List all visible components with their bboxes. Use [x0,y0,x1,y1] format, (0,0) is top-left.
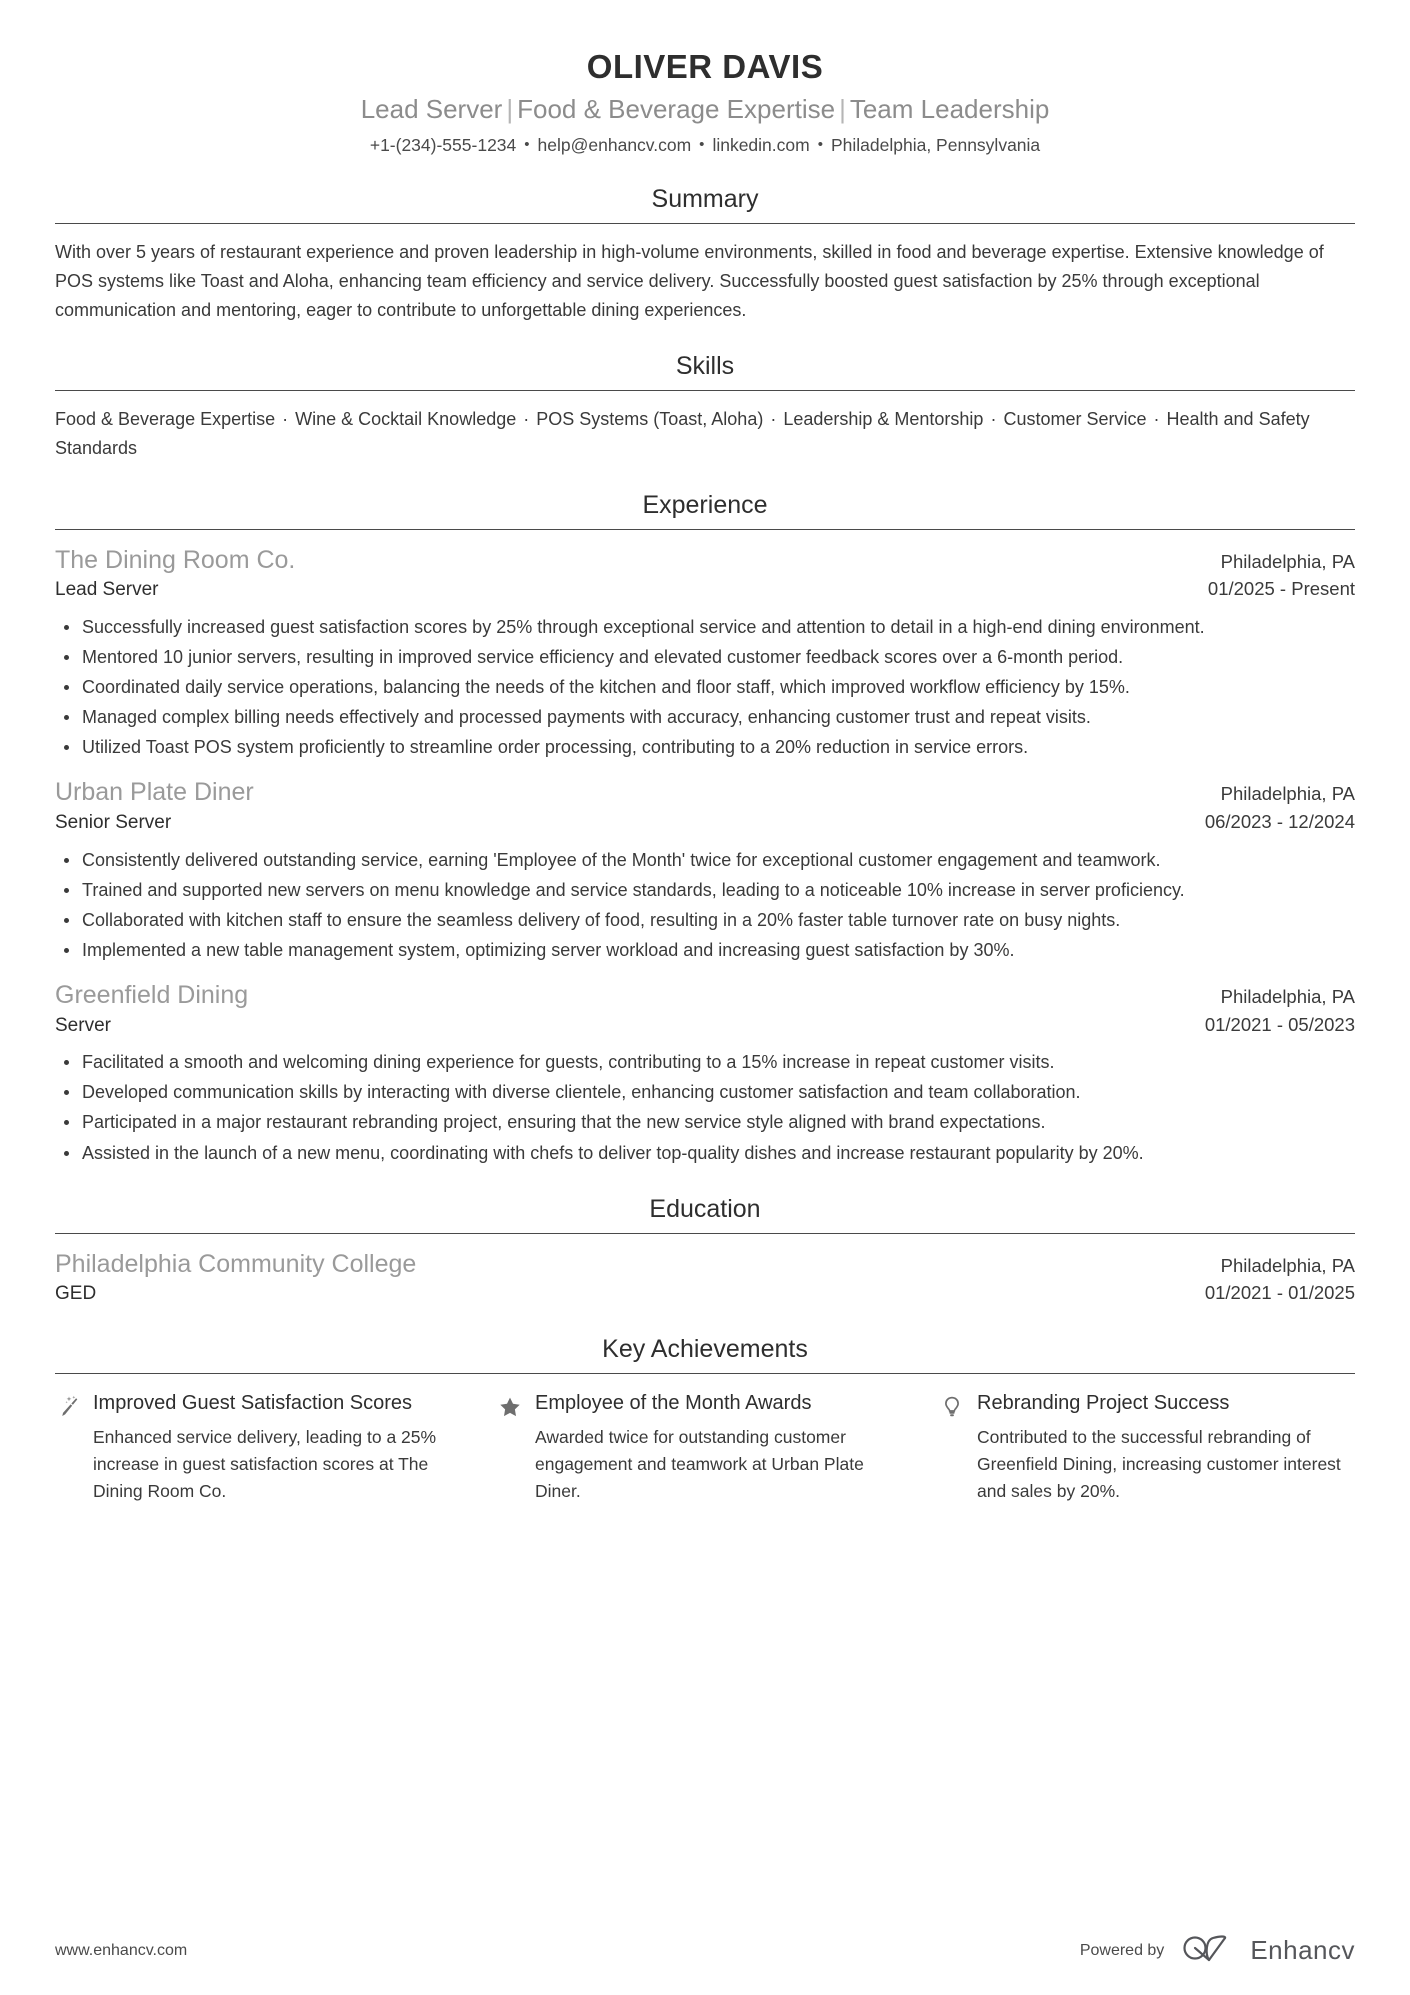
enhancv-brand-name: Enhancv [1250,1935,1355,1965]
contact-email[interactable]: help@enhancv.com [537,135,692,156]
skill-item: Customer Service [1003,409,1147,430]
entry-header-row [55,1248,1355,1281]
candidate-headline [55,92,1355,127]
experience-entry [55,979,1355,1168]
entry-bullet: Facilitated a smooth and welcoming dining experience for guests, contributing to a 15% increase in repeat customer visits. [55,1048,1355,1077]
section-summary [55,184,1355,325]
entry-bullet-list [55,846,1355,966]
achievement-list [55,1374,1355,1505]
experience-entry [55,1248,1355,1308]
achievement-description: Contributed to the successful rebranding of Greenfield Dining, increasing customer interest and sales by 20%. [977,1426,1341,1502]
contact-separator: • [524,136,530,154]
resume-header [55,46,1355,158]
achievement-body [535,1390,913,1505]
footer-website-link[interactable]: www.enhancv.com [55,1941,188,1959]
entry-bullet: Consistently delivered outstanding service, earning 'Employee of the Month' twice for exceptional customer engagement and teamwork. [55,846,1355,875]
powered-by-label: Powered by [1079,1941,1165,1959]
entry-organization: The Dining Room Co. [55,545,296,574]
contact-phone: +1-(234)-555-1234 [369,135,517,156]
contact-separator: • [817,136,823,154]
skill-separator: · [985,409,1002,430]
entry-organization: Greenfield Dining [55,981,249,1010]
section-skills [55,351,1355,463]
skill-separator: · [1148,409,1165,430]
enhancv-logo-icon [1182,1933,1238,1968]
experience-entry [55,776,1355,965]
entry-bullet: Managed complex billing needs effectively and processed payments with accuracy, enhancing customer trust and repeat visits. [55,703,1355,732]
achievement-title: Improved Guest Satisfaction Scores [93,1391,413,1414]
section-title-achievements: Key Achievements [602,1334,808,1363]
entry-subheader-row [55,1280,1355,1308]
achievement-title: Employee of the Month Awards [535,1391,812,1414]
lightbulb-icon [939,1394,965,1420]
section-experience [55,490,1355,1168]
entry-subheader-row [55,1012,1355,1040]
entry-header-row [55,544,1355,577]
skill-separator: · [518,409,535,430]
magic-wand-icon [55,1394,81,1420]
entry-location: Philadelphia, PA [1220,1254,1355,1276]
entry-dates: 01/2021 - 05/2023 [1204,1013,1355,1035]
achievement-item [55,1390,471,1505]
entry-bullet: Collaborated with kitchen staff to ensure the seamless delivery of food, resulting in a 20% faster table turnover rate on busy nights. [55,906,1355,935]
contact-linkedin[interactable]: linkedin.com [712,135,810,156]
achievement-description: Awarded twice for outstanding customer engagement and teamwork at Urban Plate Diner. [535,1426,864,1502]
skill-item: Wine & Cocktail Knowledge [295,409,517,430]
entry-bullet: Mentored 10 junior servers, resulting in improved service efficiency and elevated customer feedback scores over a 6-month period. [55,643,1355,672]
section-title-education: Education [649,1194,761,1223]
skill-separator: · [765,409,782,430]
skills-list [55,405,1355,463]
entry-dates: 06/2023 - 12/2024 [1204,810,1355,832]
entry-header-row [55,776,1355,809]
achievement-item [497,1390,913,1505]
achievement-description: Enhanced service delivery, leading to a 25% increase in guest satisfaction scores at The Dining Room Co. [93,1426,437,1502]
section-title-summary: Summary [651,184,759,213]
entry-bullet: Assisted in the launch of a new menu, coordinating with chefs to deliver top-quality dishes and increase restaurant popularity by 20%. [55,1139,1355,1168]
contact-line [55,133,1355,158]
achievement-title: Rebranding Project Success [977,1391,1230,1414]
skill-item: Leadership & Mentorship [783,409,984,430]
entry-location: Philadelphia, PA [1220,550,1355,572]
entry-dates: 01/2025 - Present [1207,578,1355,600]
entry-organization: Urban Plate Diner [55,778,254,807]
entry-location: Philadelphia, PA [1220,986,1355,1008]
skill-item: Health and Safety Standards [55,409,1310,459]
headline-part: Food & Beverage Expertise [517,94,836,125]
star-icon [497,1394,523,1420]
entry-bullet: Utilized Toast POS system proficiently to streamline order processing, contributing to a 20% reduction in service errors. [55,733,1355,762]
summary-text: With over 5 years of restaurant experience and proven leadership in high-volume environments, skilled in food and beverage expertise. Extensive knowledge of POS systems like Toast and Aloha, enhancing team efficiency and service delivery. Successfully boosted guest satisfaction by 25% through exceptional communication and mentoring, eager to contribute to unforgettable dining experiences. [55,241,1324,321]
skill-separator: · [277,409,294,430]
entry-location: Philadelphia, PA [1220,783,1355,805]
achievement-item [939,1390,1355,1505]
entry-header-row [55,979,1355,1012]
page-footer [55,1933,1355,1968]
headline-separator: | [506,94,514,125]
headline-part: Team Leadership [849,94,1050,125]
contact-location: Philadelphia, Pennsylvania [830,135,1041,156]
entry-bullet: Coordinated daily service operations, balancing the needs of the kitchen and floor staff, which improved workflow efficiency by 15%. [55,673,1355,702]
skill-item: POS Systems (Toast, Aloha) [536,409,764,430]
entry-subheader-row [55,576,1355,604]
skill-item: Food & Beverage Expertise [55,409,276,430]
education-entries [55,1234,1355,1308]
entry-organization: Philadelphia Community College [55,1249,417,1278]
entry-bullet: Successfully increased guest satisfaction scores by 25% through exceptional service and attention to detail in a high-end dining environment. [55,613,1355,642]
section-title-experience: Experience [642,490,768,519]
experience-entry [55,544,1355,763]
headline-part: Lead Server [360,94,503,125]
entry-dates: 01/2021 - 01/2025 [1204,1282,1355,1304]
section-key-achievements [55,1334,1355,1505]
entry-role: GED [55,1283,97,1305]
achievement-body [977,1390,1355,1505]
entry-bullet-list [55,1048,1355,1168]
entry-bullet: Implemented a new table management system, optimizing server workload and increasing guest satisfaction by 30%. [55,936,1355,965]
candidate-name: OLIVER DAVIS [586,48,824,85]
entry-bullet: Participated in a major restaurant rebranding project, ensuring that the new service style aligned with brand expectations. [55,1108,1355,1137]
entry-role: Lead Server [55,579,159,601]
experience-entries [55,530,1355,1168]
entry-role: Senior Server [55,811,172,833]
section-education [55,1194,1355,1308]
entry-bullet: Developed communication skills by interacting with diverse clientele, enhancing customer satisfaction and team collaboration. [55,1078,1355,1107]
entry-bullet: Trained and supported new servers on menu knowledge and service standards, leading to a noticeable 10% increase in server proficiency. [55,876,1355,905]
contact-separator: • [699,136,705,154]
headline-separator: | [839,94,846,125]
entry-role: Server [55,1014,111,1036]
enhancv-brand [1182,1933,1355,1968]
achievement-body [93,1390,471,1505]
entry-subheader-row [55,809,1355,837]
entry-bullet-list [55,613,1355,763]
section-title-skills: Skills [675,352,735,381]
